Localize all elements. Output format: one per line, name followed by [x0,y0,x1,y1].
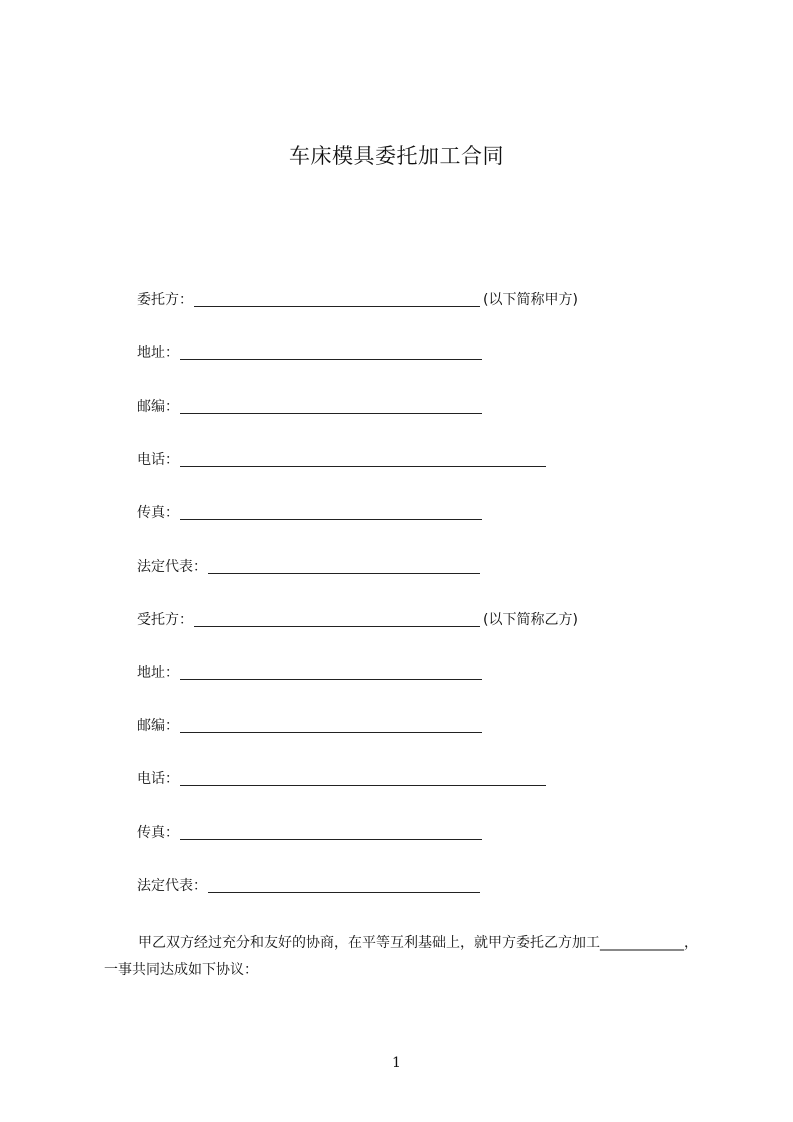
page-number: 1 [392,1055,401,1071]
fax-label: 传真： [137,505,179,521]
address-blank[interactable] [180,665,482,680]
address-label: 地址： [137,665,179,681]
contractor-label: 受托方： [137,612,193,628]
address-blank[interactable] [180,345,482,360]
contractor-blank[interactable] [194,612,480,627]
phone-label: 电话： [137,452,179,468]
address-label: 地址： [137,345,179,361]
postcode-blank[interactable] [180,399,482,414]
intro-paragraph: 甲乙双方经过充分和友好的协商，在平等互利基础上，就甲方委托乙方加工____________，一事共同达成如下协议： [104,935,698,978]
legal-rep-blank[interactable] [208,559,480,574]
phone-label: 电话： [137,771,179,787]
contractor-suffix: (以下简称乙方) [483,612,578,628]
postcode-label: 邮编： [137,718,179,734]
party-b-address-row [137,663,483,683]
party-a-phone-row [137,450,547,470]
postcode-blank[interactable] [180,718,482,733]
party-a-address-row [137,343,483,363]
legal-rep-label: 法定代表： [137,559,207,575]
party-b-fax-row [137,823,483,843]
contractor-row [137,610,578,630]
document-title: 车床模具委托加工合同 [289,144,504,168]
postcode-label: 邮编： [137,399,179,415]
party-a-legal-rep-row [137,557,481,577]
party-a-fax-row [137,503,483,523]
client-label: 委托方： [137,292,193,308]
party-b-postcode-row [137,716,483,736]
phone-blank[interactable] [180,771,546,786]
party-a-postcode-row [137,397,483,417]
client-suffix: (以下简称甲方) [483,292,578,308]
fax-blank[interactable] [180,505,482,520]
client-row [137,290,578,310]
fax-label: 传真： [137,825,179,841]
fax-blank[interactable] [180,825,482,840]
legal-rep-label: 法定代表： [137,878,207,894]
party-b-phone-row [137,769,547,789]
client-blank[interactable] [194,292,480,307]
phone-blank[interactable] [180,452,546,467]
legal-rep-blank[interactable] [208,878,480,893]
party-b-legal-rep-row [137,876,481,896]
